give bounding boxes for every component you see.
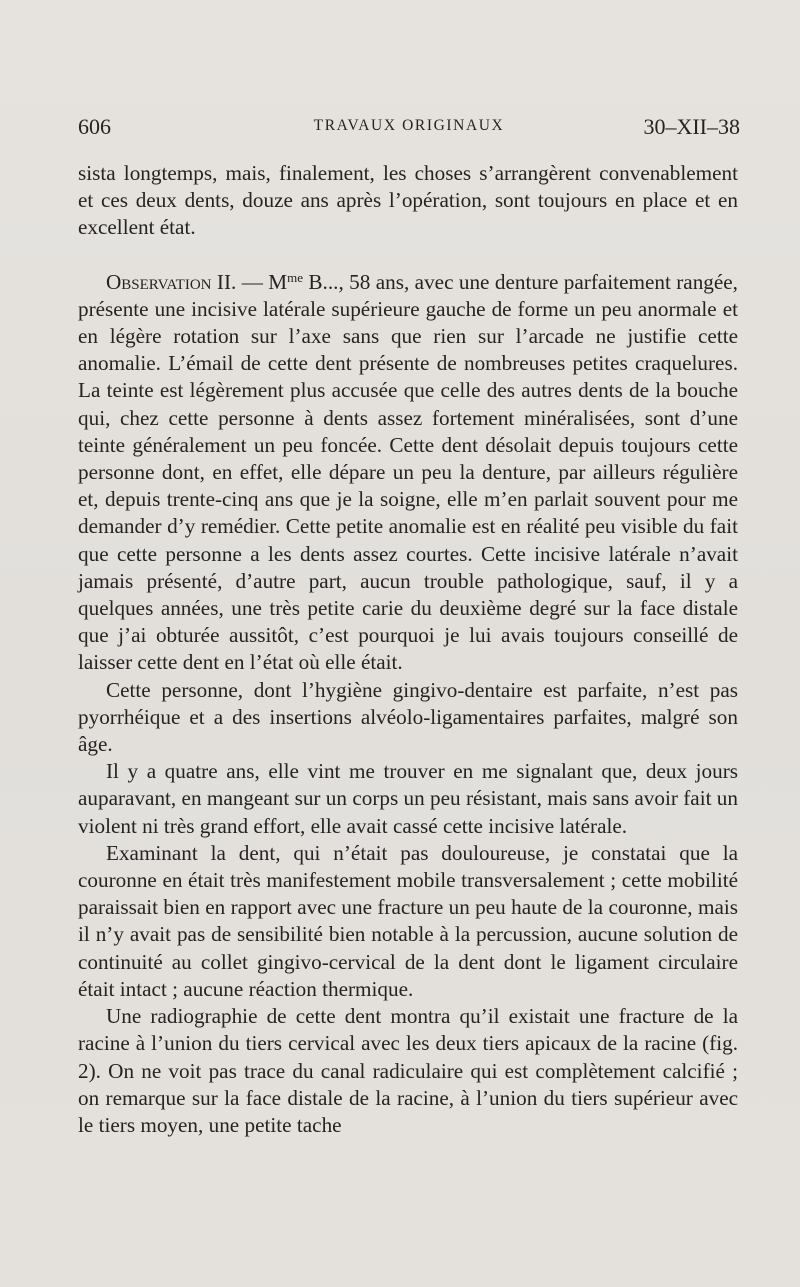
page-number: 606	[78, 114, 111, 139]
issue-date: 30–XII–38	[643, 114, 740, 139]
observation-superscript: me	[287, 269, 304, 285]
paragraph: Une radiographie de cette dent montra qu’il existait une fracture de la racine à l’union du tiers cervical avec les deux tiers apicaux de la racine (fig. 2). On ne voit pas trace du canal radiculaire qui est complètement calcifié ; on remarque sur la face distale de la racine, à l’union du tiers supérieur avec le tiers moyen, une petite tache	[78, 1004, 738, 1137]
paragraph: Cette personne, dont l’hygiène gingivo-dentaire est parfaite, n’est pas pyorrhéique et a des insertions alvéolo-ligamentaires parfaites, malgré son âge.	[78, 677, 738, 757]
paragraph-continued: sista longtemps, mais, finalement, les choses s’arrangèrent convenablement et ces deux dents, douze ans après l’opération, sont toujours en place et en excellent état.	[78, 161, 738, 240]
observation-text: B..., 58 ans, avec une denture parfaitement rangée, présente une incisive latérale supérieure gauche de forme un peu anormale et en légère rotation sur l’axe sans que rien sur l’arcade ne justifie cette anomalie. L’émail de cette dent présente de nombreuses petites craquelures. La teinte est légèrement plus accusée que celle des autres dents de la bouche qui, chez cette personne à dents assez fortement minéralisées, sont d’une teinte généralement un peu foncée. Cette dent désolait depuis toujours cette personne dont, en effet, elle dépare un peu la denture, par ailleurs régulière et, depuis trente-cinq ans que je la soigne, elle m’en parlait souvent pour me demander d’y remédier. Cette petite anomalie est en réalité peu visible du fait que cette personne a les dents assez courtes. Cette incisive latérale n’avait jamais présenté, d’autre part, aucun trouble pathologique, sauf, il y a quelques années, une très petite carie du deuxième degré sur la face distale que j’ai obturée aussitôt, c’est pourquoi je lui avais toujours conseillé de laisser cette dent en l’état où elle était.	[78, 269, 738, 675]
running-title: TRAVAUX ORIGINAUX	[313, 117, 505, 134]
paragraph-observation	[78, 269, 738, 677]
observation-label: Observation II.	[106, 269, 237, 294]
paragraph: Examinant la dent, qui n’était pas douloureuse, je constatai que la couronne en était très manifestement mobile transversalement ; cette mobilité paraissait bien en rapport avec une fracture un peu haute de la couronne, mais il n’y avait pas de sensibilité bien notable à la percussion, aucune solution de continuité au collet gingivo-cervical de la dent dont le ligament circulaire était intact ; aucune réaction thermique.	[78, 840, 738, 1001]
paragraph: Il y a quatre ans, elle vint me trouver en me signalant que, deux jours auparavant, en mangeant sur un corps un peu résistant, mais sans avoir fait un violent ni très grand effort, elle avait cassé cette incisive latérale.	[78, 759, 738, 838]
observation-dash: — M	[236, 269, 288, 294]
body-text	[78, 160, 738, 1139]
running-head	[78, 114, 740, 144]
